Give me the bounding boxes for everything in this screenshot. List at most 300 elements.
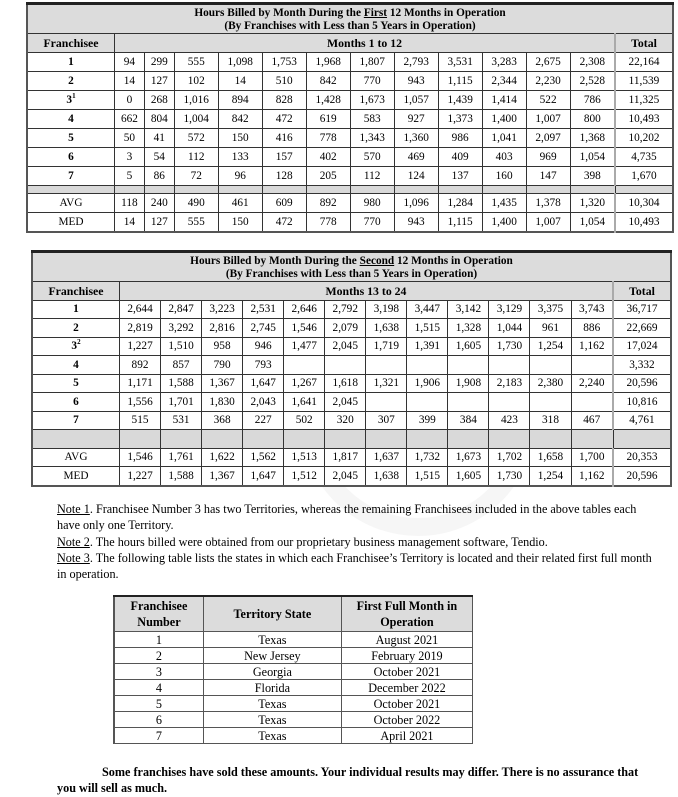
avg-value: 980 bbox=[350, 194, 394, 213]
med-value: 1,605 bbox=[448, 467, 489, 486]
month-value: 2,045 bbox=[325, 337, 366, 356]
month-value: 3,743 bbox=[571, 300, 613, 319]
avg-value: 1,546 bbox=[120, 448, 161, 467]
table-row bbox=[27, 148, 673, 167]
month-value: 112 bbox=[174, 148, 218, 167]
table-row bbox=[27, 53, 673, 72]
separator-cell bbox=[32, 430, 120, 449]
franchisee-number: 6 bbox=[114, 712, 203, 728]
hours-table-second-12-months bbox=[31, 250, 672, 487]
month-value: 1,638 bbox=[366, 319, 407, 338]
franchisee-number: 7 bbox=[114, 728, 203, 744]
row-total: 17,024 bbox=[613, 337, 671, 356]
month-value: 160 bbox=[482, 167, 526, 186]
month-value: 72 bbox=[174, 167, 218, 186]
month-value: 128 bbox=[262, 167, 306, 186]
month-value: 555 bbox=[174, 53, 218, 72]
separator-cell bbox=[262, 186, 306, 194]
med-label: MED bbox=[32, 467, 120, 486]
month-value: 510 bbox=[262, 72, 306, 91]
franchisee-number: 7 bbox=[68, 170, 74, 182]
title-suffix: 12 Months in Operation bbox=[394, 255, 513, 267]
title-line bbox=[28, 7, 672, 20]
month-value: 1,906 bbox=[407, 374, 448, 393]
separator-cell bbox=[218, 186, 262, 194]
separator-cell bbox=[27, 186, 115, 194]
month-value: 5 bbox=[115, 167, 145, 186]
franchisee-label bbox=[27, 53, 115, 72]
avg-value: 1,378 bbox=[526, 194, 570, 213]
note-2 bbox=[57, 534, 657, 550]
franchisee-number: 6 bbox=[68, 151, 74, 163]
footnote-marker: 2 bbox=[77, 338, 81, 347]
avg-value: 609 bbox=[262, 194, 306, 213]
month-value: 894 bbox=[218, 91, 262, 110]
header-row bbox=[27, 34, 673, 53]
month-value bbox=[366, 393, 407, 412]
month-value: 1,227 bbox=[120, 337, 161, 356]
title-prefix: Hours Billed by Month During the bbox=[190, 255, 360, 267]
table-row bbox=[32, 356, 671, 375]
note-1 bbox=[57, 501, 657, 534]
table-row bbox=[32, 337, 671, 356]
row-total: 22,669 bbox=[613, 319, 671, 338]
note-1-text: . Franchisee Number 3 has two Territories, whereas the remaining Franchisees included in the above tables each have only one Territory. bbox=[57, 502, 637, 533]
row-total: 10,493 bbox=[615, 110, 673, 129]
month-value: 2,097 bbox=[526, 129, 570, 148]
month-value: 409 bbox=[438, 148, 482, 167]
franchisee-label bbox=[32, 374, 120, 393]
med-value: 1,115 bbox=[438, 213, 482, 233]
avg-value: 1,761 bbox=[161, 448, 202, 467]
table-title bbox=[27, 4, 673, 34]
avg-value: 1,284 bbox=[438, 194, 482, 213]
med-value: 1,638 bbox=[366, 467, 407, 486]
separator-cell bbox=[202, 430, 243, 449]
month-value: 828 bbox=[262, 91, 306, 110]
month-value: 1,343 bbox=[350, 129, 394, 148]
franchisee-number: 2 bbox=[114, 648, 203, 664]
month-value: 1,391 bbox=[407, 337, 448, 356]
note-3 bbox=[57, 550, 657, 583]
month-value: 770 bbox=[350, 72, 394, 91]
first-full-month: August 2021 bbox=[341, 632, 472, 648]
month-value: 137 bbox=[438, 167, 482, 186]
franchisee-number: 5 bbox=[114, 696, 203, 712]
separator-cell bbox=[530, 430, 571, 449]
avg-value: 1,562 bbox=[243, 448, 284, 467]
first-full-month: October 2021 bbox=[341, 696, 472, 712]
month-value: 2,240 bbox=[571, 374, 613, 393]
title-suffix: 12 Months in Operation bbox=[387, 7, 506, 19]
franchisee-label bbox=[27, 148, 115, 167]
title-line bbox=[33, 255, 670, 268]
month-value: 1,098 bbox=[218, 53, 262, 72]
month-value: 1,321 bbox=[366, 374, 407, 393]
month-value: 1,057 bbox=[394, 91, 438, 110]
med-value: 1,515 bbox=[407, 467, 448, 486]
month-value: 307 bbox=[366, 411, 407, 430]
month-value: 1,007 bbox=[526, 110, 570, 129]
col-header: Territory State bbox=[203, 596, 341, 632]
avg-label: AVG bbox=[32, 448, 120, 467]
month-value: 572 bbox=[174, 129, 218, 148]
table-row bbox=[114, 664, 473, 680]
month-value bbox=[407, 393, 448, 412]
franchisee-number: 2 bbox=[73, 321, 79, 334]
franchisee-number: 1 bbox=[68, 56, 74, 68]
month-value: 403 bbox=[482, 148, 526, 167]
month-value: 96 bbox=[218, 167, 262, 186]
med-value: 150 bbox=[218, 213, 262, 233]
col-header: Franchisee Number bbox=[114, 596, 203, 632]
month-value: 41 bbox=[144, 129, 174, 148]
med-value: 778 bbox=[306, 213, 350, 233]
footnote-marker: 1 bbox=[72, 92, 76, 101]
col-header-franchisee: Franchisee bbox=[27, 34, 115, 53]
month-value: 2,816 bbox=[202, 319, 243, 338]
territory-state: Texas bbox=[203, 728, 341, 744]
table-row bbox=[27, 72, 673, 91]
month-value: 469 bbox=[394, 148, 438, 167]
avg-value: 892 bbox=[306, 194, 350, 213]
col-header-franchisee: Franchisee bbox=[32, 282, 120, 301]
avg-row bbox=[32, 448, 671, 467]
separator-cell bbox=[161, 430, 202, 449]
month-value: 1,556 bbox=[120, 393, 161, 412]
title-emphasis: Second bbox=[359, 255, 395, 267]
title-emphasis: First bbox=[363, 7, 388, 19]
separator-cell bbox=[115, 186, 145, 194]
first-full-month: December 2022 bbox=[341, 680, 472, 696]
row-total: 10,816 bbox=[613, 393, 671, 412]
month-value: 1,968 bbox=[306, 53, 350, 72]
col-header: First Full Month in Operation bbox=[341, 596, 472, 632]
month-value: 842 bbox=[306, 72, 350, 91]
note-3-text: . The following table lists the states in which each Franchisee’s Territory is located and their related first full month in operation. bbox=[57, 550, 652, 582]
avg-value: 1,658 bbox=[530, 448, 571, 467]
table-row bbox=[114, 648, 473, 664]
month-value: 1,041 bbox=[482, 129, 526, 148]
col-header-total: Total bbox=[615, 34, 673, 53]
month-value: 127 bbox=[144, 72, 174, 91]
header-row bbox=[32, 282, 671, 301]
col-header-months: Months 1 to 12 bbox=[115, 34, 616, 53]
month-value: 402 bbox=[306, 148, 350, 167]
month-value: 502 bbox=[284, 411, 325, 430]
franchisee-label bbox=[32, 411, 120, 430]
month-value: 2,793 bbox=[394, 53, 438, 72]
separator-cell bbox=[526, 186, 570, 194]
col-header-months: Months 13 to 24 bbox=[120, 282, 614, 301]
first-full-month: April 2021 bbox=[341, 728, 472, 744]
franchisee-number: 1 bbox=[73, 303, 79, 316]
med-value: 14 bbox=[115, 213, 145, 233]
month-value: 205 bbox=[306, 167, 350, 186]
month-value: 662 bbox=[115, 110, 145, 129]
month-value: 157 bbox=[262, 148, 306, 167]
avg-value: 1,673 bbox=[448, 448, 489, 467]
month-value: 2,230 bbox=[526, 72, 570, 91]
month-value: 1,428 bbox=[306, 91, 350, 110]
month-value: 423 bbox=[489, 411, 530, 430]
month-value: 1,730 bbox=[489, 337, 530, 356]
separator-cell bbox=[284, 430, 325, 449]
med-value: 943 bbox=[394, 213, 438, 233]
separator-row bbox=[32, 430, 671, 449]
month-value: 1,546 bbox=[284, 319, 325, 338]
separator-cell bbox=[571, 430, 613, 449]
month-value: 1,044 bbox=[489, 319, 530, 338]
month-value: 1,908 bbox=[448, 374, 489, 393]
table-row bbox=[27, 167, 673, 186]
table-row bbox=[27, 129, 673, 148]
separator-cell bbox=[570, 186, 615, 194]
avg-total: 10,304 bbox=[615, 194, 673, 213]
month-value: 1,254 bbox=[530, 337, 571, 356]
month-value: 320 bbox=[325, 411, 366, 430]
month-value: 2,745 bbox=[243, 319, 284, 338]
table-row bbox=[114, 680, 473, 696]
month-value: 227 bbox=[243, 411, 284, 430]
row-total: 1,670 bbox=[615, 167, 673, 186]
table-title bbox=[32, 252, 671, 282]
note-3-label: Note 3 bbox=[57, 550, 90, 565]
franchisee-label bbox=[27, 72, 115, 91]
month-value: 150 bbox=[218, 129, 262, 148]
month-value: 583 bbox=[350, 110, 394, 129]
month-value: 786 bbox=[570, 91, 615, 110]
row-total: 4,761 bbox=[613, 411, 671, 430]
med-value: 1,588 bbox=[161, 467, 202, 486]
month-value: 943 bbox=[394, 72, 438, 91]
month-value: 1,171 bbox=[120, 374, 161, 393]
avg-value: 1,513 bbox=[284, 448, 325, 467]
table-row bbox=[32, 300, 671, 319]
table-subtitle: (By Franchises with Less than 5 Years in Operation) bbox=[225, 267, 478, 280]
franchisee-number: 3 bbox=[71, 340, 78, 353]
month-value: 399 bbox=[407, 411, 448, 430]
month-value: 1,162 bbox=[571, 337, 613, 356]
row-total: 3,332 bbox=[613, 356, 671, 375]
table-row bbox=[32, 319, 671, 338]
territory-state: Florida bbox=[203, 680, 341, 696]
avg-value: 1,702 bbox=[489, 448, 530, 467]
col-header-total: Total bbox=[613, 282, 671, 301]
separator-cell bbox=[613, 430, 671, 449]
month-value: 1,673 bbox=[350, 91, 394, 110]
month-value: 3,223 bbox=[202, 300, 243, 319]
franchisee-label bbox=[32, 337, 120, 356]
avg-value: 1,435 bbox=[482, 194, 526, 213]
month-value: 1,367 bbox=[202, 374, 243, 393]
month-value: 2,344 bbox=[482, 72, 526, 91]
med-value: 555 bbox=[174, 213, 218, 233]
month-value: 3,129 bbox=[489, 300, 530, 319]
table-row bbox=[32, 374, 671, 393]
month-value: 3,142 bbox=[448, 300, 489, 319]
month-value: 54 bbox=[144, 148, 174, 167]
month-value: 778 bbox=[306, 129, 350, 148]
month-value: 522 bbox=[526, 91, 570, 110]
territory-state: Texas bbox=[203, 632, 341, 648]
month-value: 1,115 bbox=[438, 72, 482, 91]
med-value: 1,227 bbox=[120, 467, 161, 486]
month-value: 800 bbox=[570, 110, 615, 129]
avg-value: 461 bbox=[218, 194, 262, 213]
month-value: 0 bbox=[115, 91, 145, 110]
month-value: 124 bbox=[394, 167, 438, 186]
month-value: 515 bbox=[120, 411, 161, 430]
franchisee-label bbox=[27, 129, 115, 148]
med-value: 770 bbox=[350, 213, 394, 233]
month-value: 1,477 bbox=[284, 337, 325, 356]
month-value: 804 bbox=[144, 110, 174, 129]
table-row bbox=[114, 728, 473, 744]
separator-cell bbox=[325, 430, 366, 449]
month-value: 384 bbox=[448, 411, 489, 430]
month-value: 1,618 bbox=[325, 374, 366, 393]
month-value: 3,375 bbox=[530, 300, 571, 319]
hours-table-first-12-months bbox=[26, 2, 674, 233]
med-value: 1,367 bbox=[202, 467, 243, 486]
month-value: 1,439 bbox=[438, 91, 482, 110]
separator-cell bbox=[448, 430, 489, 449]
month-value: 1,719 bbox=[366, 337, 407, 356]
month-value: 133 bbox=[218, 148, 262, 167]
territory-state: Texas bbox=[203, 712, 341, 728]
med-value: 1,162 bbox=[571, 467, 613, 486]
med-value: 2,045 bbox=[325, 467, 366, 486]
month-value: 102 bbox=[174, 72, 218, 91]
month-value: 368 bbox=[202, 411, 243, 430]
row-total: 4,735 bbox=[615, 148, 673, 167]
med-total: 20,596 bbox=[613, 467, 671, 486]
month-value: 14 bbox=[218, 72, 262, 91]
franchisee-label bbox=[27, 167, 115, 186]
avg-value: 1,817 bbox=[325, 448, 366, 467]
med-value: 1,054 bbox=[570, 213, 615, 233]
month-value: 1,373 bbox=[438, 110, 482, 129]
month-value: 619 bbox=[306, 110, 350, 129]
month-value bbox=[530, 356, 571, 375]
separator-cell bbox=[438, 186, 482, 194]
row-total: 36,717 bbox=[613, 300, 671, 319]
med-value: 1,647 bbox=[243, 467, 284, 486]
month-value: 112 bbox=[350, 167, 394, 186]
med-value: 127 bbox=[144, 213, 174, 233]
franchisee-number: 7 bbox=[73, 414, 79, 427]
separator-cell bbox=[174, 186, 218, 194]
month-value bbox=[489, 356, 530, 375]
med-value: 1,730 bbox=[489, 467, 530, 486]
franchisee-label bbox=[32, 393, 120, 412]
franchisee-number: 4 bbox=[114, 680, 203, 696]
disclaimer bbox=[57, 764, 657, 796]
franchisee-number: 4 bbox=[68, 113, 74, 125]
month-value: 398 bbox=[570, 167, 615, 186]
month-value: 86 bbox=[144, 167, 174, 186]
row-total: 11,539 bbox=[615, 72, 673, 91]
table-row bbox=[114, 632, 473, 648]
franchisee-number: 4 bbox=[73, 358, 79, 371]
territory-state: New Jersey bbox=[203, 648, 341, 664]
table-row bbox=[27, 110, 673, 129]
month-value: 842 bbox=[218, 110, 262, 129]
franchisee-label bbox=[27, 91, 115, 110]
title-row bbox=[32, 252, 671, 282]
avg-value: 1,637 bbox=[366, 448, 407, 467]
month-value: 1,753 bbox=[262, 53, 306, 72]
month-value: 3,447 bbox=[407, 300, 448, 319]
month-value: 1,647 bbox=[243, 374, 284, 393]
med-value: 1,400 bbox=[482, 213, 526, 233]
month-value: 1,400 bbox=[482, 110, 526, 129]
month-value bbox=[407, 356, 448, 375]
month-value: 2,819 bbox=[120, 319, 161, 338]
disclaimer-text: Some franchises have sold these amounts. Your individual results may differ. There is no assurance that you will sell as much. bbox=[57, 765, 639, 795]
separator-cell bbox=[350, 186, 394, 194]
month-value: 50 bbox=[115, 129, 145, 148]
month-value: 467 bbox=[571, 411, 613, 430]
month-value: 892 bbox=[120, 356, 161, 375]
first-full-month: October 2022 bbox=[341, 712, 472, 728]
month-value bbox=[448, 393, 489, 412]
med-row bbox=[27, 213, 673, 233]
month-value bbox=[284, 356, 325, 375]
separator-row bbox=[27, 186, 673, 194]
table-row bbox=[27, 91, 673, 110]
month-value: 2,847 bbox=[161, 300, 202, 319]
month-value: 793 bbox=[243, 356, 284, 375]
avg-value: 1,320 bbox=[570, 194, 615, 213]
month-value: 2,646 bbox=[284, 300, 325, 319]
month-value bbox=[448, 356, 489, 375]
month-value bbox=[571, 356, 613, 375]
table-row bbox=[32, 411, 671, 430]
month-value: 3,531 bbox=[438, 53, 482, 72]
territory-state: Georgia bbox=[203, 664, 341, 680]
row-total: 20,596 bbox=[613, 374, 671, 393]
month-value: 147 bbox=[526, 167, 570, 186]
month-value: 1,054 bbox=[570, 148, 615, 167]
month-value: 1,701 bbox=[161, 393, 202, 412]
header-row bbox=[114, 596, 473, 632]
separator-cell bbox=[366, 430, 407, 449]
month-value: 946 bbox=[243, 337, 284, 356]
month-value: 2,043 bbox=[243, 393, 284, 412]
month-value: 1,807 bbox=[350, 53, 394, 72]
month-value bbox=[366, 356, 407, 375]
note-1-label: Note 1 bbox=[57, 502, 90, 516]
month-value: 1,588 bbox=[161, 374, 202, 393]
month-value: 986 bbox=[438, 129, 482, 148]
month-value: 3,198 bbox=[366, 300, 407, 319]
month-value: 961 bbox=[530, 319, 571, 338]
med-row bbox=[32, 467, 671, 486]
avg-value: 1,096 bbox=[394, 194, 438, 213]
separator-cell bbox=[489, 430, 530, 449]
separator-cell bbox=[615, 186, 673, 194]
title-row bbox=[27, 4, 673, 34]
month-value: 2,079 bbox=[325, 319, 366, 338]
month-value: 886 bbox=[571, 319, 613, 338]
avg-value: 1,700 bbox=[571, 448, 613, 467]
month-value: 299 bbox=[144, 53, 174, 72]
med-total: 10,493 bbox=[615, 213, 673, 233]
avg-value: 490 bbox=[174, 194, 218, 213]
month-value: 857 bbox=[161, 356, 202, 375]
